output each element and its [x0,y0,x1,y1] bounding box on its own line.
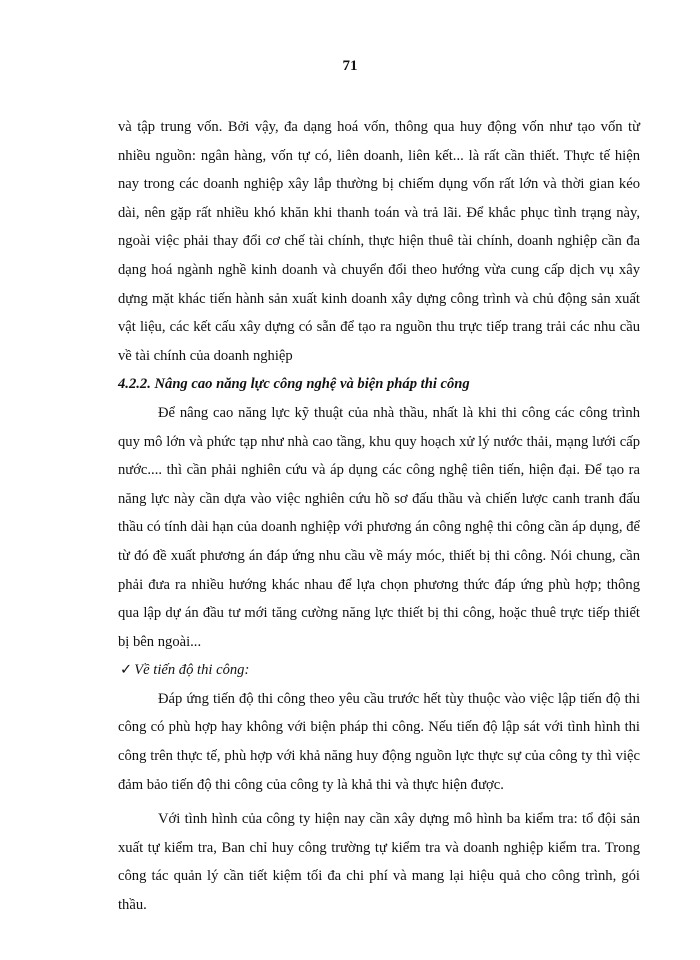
subheading-row [118,656,640,685]
page-number: 71 [342,58,358,74]
paragraph-2: Để nâng cao năng lực kỹ thuật của nhà thầu, nhất là khi thi công các công trình quy mô lớn và phức tạp như nhà cao tầng, khu quy hoạch xử lý nước thải, mạng lưới cấp nước.... thì cần phải nghiên cứu và áp dụng các công nghệ tiên tiến, hiện đại. Để tạo ra năng lực này cần dựa vào việc nghiên cứu hồ sơ đấu thầu và chiến lược canh tranh đấu thầu có tính dài hạn của doanh nghiệp với phương án công nghệ thi công cần áp dụng, để từ đó đề xuất phương án đáp ứng nhu cầu về máy móc, thiết bị thi công. Nói chung, cần phải đưa ra nhiều hướng khác nhau để lựa chọn phương thức đáp ứng phù hợp; thông qua lập dự án đầu tư mới tăng cường năng lực thiết bị thi công, hoặc thuê trực tiếp thiết bị bên ngoài... [118,404,640,650]
subheading-text: Về tiến độ thi công: [134,662,250,679]
section-heading: 4.2.2. Nâng cao năng lực công nghệ và biện pháp thi công [118,376,470,393]
document-body [118,113,640,920]
paragraph-1: và tập trung vốn. Bởi vậy, đa dạng hoá vốn, thông qua huy động vốn như tạo vốn từ nhiều nguồn: ngân hàng, vốn tự có, liên doanh, liên kết... là rất cần thiết. Thực tế hiện nay trong các doanh nghiệp xây lắp thường bị chiếm dụng vốn rất lớn và thời gian kéo dài, nên gặp rất nhiều khó khăn khi thanh toán và trả lãi. Để khắc phục tình trạng này, ngoài việc phải thay đổi cơ chế tài chính, thực hiện thuê tài chính, doanh nghiệp cần đa dạng hoá ngành nghề kinh doanh và chuyển đổi theo hướng vừa cung cấp dịch vụ xây dựng mặt khác tiến hành sản xuất kinh doanh xây dựng công trình và chủ động sản xuất vật liệu, các kết cấu xây dựng có sẵn để tạo ra nguồn thu trực tiếp trang trải các nhu cầu về tài chính của doanh nghiệp [118,119,640,364]
paragraph-4: Với tình hình của công ty hiện nay cần xây dựng mô hình ba kiểm tra: tổ đội sản xuất tự kiểm tra, Ban chỉ huy công trường tự kiểm tra và doanh nghiệp kiểm tra. Trong công tác quản lý cần tiết kiệm tối đa chi phí và mang lại hiệu quả cho công trình, gói thầu. [118,811,640,914]
paragraph-3: Đáp ứng tiến độ thi công theo yêu cầu trước hết tùy thuộc vào việc lập tiến độ thi công có phù hợp hay không với biện pháp thi công. Nếu tiến độ lập sát với tình hình thi công trên thực tế, phù hợp với khả năng huy động nguồn lực thực sự của công ty thì việc đảm bảo tiến độ thi công của công ty là khả thi và thực hiện được. [118,690,640,793]
checkmark-icon: ✓ [120,662,133,679]
